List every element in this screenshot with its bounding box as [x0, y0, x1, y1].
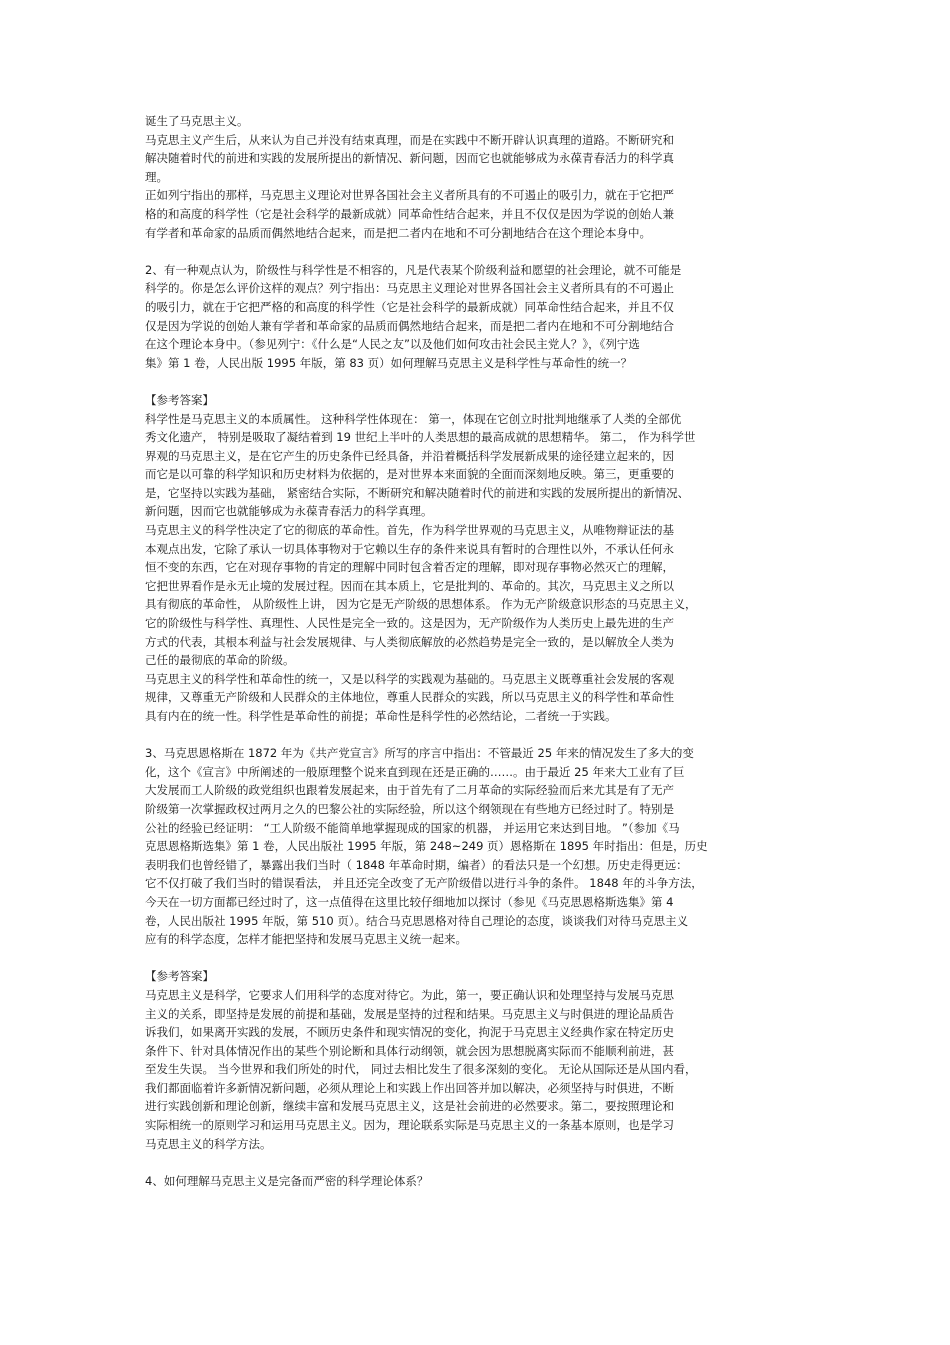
- text-line: 本观点出发，它除了承认一切具体事物对于它赖以生存的条件来说具有暂时的合理性以外，不承认任何永: [145, 541, 674, 556]
- text-block: [145, 967, 805, 1153]
- text-block: [145, 391, 805, 726]
- text-line: 应有的科学态度，怎样才能把坚持和发展马克思主义统一起来。: [145, 932, 467, 947]
- text-line: 而它是以可靠的科学知识和历史材料为依据的，是对世界本来面貌的全面而深刻地反映。第三，更重要的: [145, 467, 674, 482]
- text-line: 规律，又尊重无产阶级和人民群众的主体地位，尊重人民群众的实践，所以马克思主义的科学性和革命性: [145, 690, 674, 705]
- text-line: 条件下、针对具体情况作出的某些个别论断和具体行动纲领，就会因为思想脱离实际而不能顺利前进，甚: [145, 1043, 674, 1058]
- text-line: 秀文化遗产， 特别是吸取了凝结着到 19 世纪上半叶的人类思想的最高成就的思想精华。 第二， 作为科学世: [145, 430, 696, 445]
- text-line: 它的阶级性与科学性、真理性、人民性是完全一致的。这是因为，无产阶级作为人类历史上最先进的生产: [145, 616, 674, 631]
- text-line: 理。: [145, 169, 168, 184]
- text-line: 科学性是马克思主义的本质属性。 这种科学性体现在： 第一，体现在它创立时批判地继承了人类的全部优: [145, 411, 682, 426]
- text-line: 【参考答案】: [145, 969, 214, 984]
- text-line: 仅是因为学说的创始人兼有学者和革命家的品质而偶然地结合起来，而是把二者内在地和不可分割地结合: [145, 318, 674, 333]
- text-line: 公社的经验已经证明： “工人阶级不能简单地掌握现成的国家的机器， 并运用它来达到目地。 ”（参加《马: [145, 820, 680, 835]
- text-line: 具有内在的统一性。科学性是革命性的前提；革命性是科学性的必然结论，二者统一于实践。: [145, 709, 617, 723]
- text-line: 今天在一切方面都已经过时了，这一点值得在这里比较仔细地加以探讨（参见《马克思恩格斯选集》第 4: [145, 894, 674, 909]
- text-line: 它把世界看作是永无止境的发展过程。因而在其本质上，它是批判的、革命的。其次，马克思主义之所以: [145, 578, 674, 593]
- text-line: 我们都面临着许多新情况新问题，必须从理论上和实践上作出回答并加以解决，必须坚持与时俱进，不断: [145, 1080, 674, 1095]
- text-line: 实际相统一的原则学习和运用马克思主义。因为，理论联系实际是马克思主义的一条基本原则，也是学习: [145, 1118, 674, 1133]
- text-line: 正如列宁指出的那样，马克思主义理论对世界各国社会主义者所具有的不可遏止的吸引力，就在于它把严: [145, 188, 674, 203]
- text-line: 具有彻底的革命性， 从阶级性上讲， 因为它是无产阶级的思想体系。 作为无产阶级意识形态的马克思主义，: [145, 597, 697, 612]
- text-line: 诞生了马克思主义。: [145, 114, 249, 128]
- text-line: 4、如何理解马克思主义是完备而严密的科学理论体系？: [145, 1173, 429, 1188]
- document-body: [145, 112, 805, 1190]
- paragraph-gap: [145, 372, 805, 391]
- text-block: [145, 112, 805, 242]
- text-line: 恒不变的东西，它在对现存事物的肯定的理解中同时包含着否定的理解，即对现存事物必然灭亡的理解，: [145, 560, 674, 575]
- text-line: 界观的马克思主义，是在它产生的历史条件已经具备，并沿着概括科学发展新成果的途径建立起来的，因: [145, 448, 674, 463]
- text-line: 克思恩格斯选集》第 1 卷，人民出版社 1995 年版，第 248~249 页）恩格斯在 1895 年时指出：但是，历史: [145, 839, 708, 854]
- text-line: 卷，人民出版社 1995 年版，第 510 页）。结合马克思恩格对待自己理论的态度，谈谈我们对待马克思主义: [145, 913, 689, 928]
- text-block: [145, 1172, 805, 1191]
- text-line: 马克思主义的科学性决定了它的彻底的革命性。首先，作为科学世界观的马克思主义，从唯物辩证法的基: [145, 523, 674, 538]
- text-line: 格的和高度的科学性（它是社会科学的最新成就）同革命性结合起来，并且不仅仅是因为学说的创始人兼: [145, 206, 674, 221]
- text-line: 解决随着时代的前进和实践的发展所提出的新情况、新问题，因而它也就能够成为永葆青春活力的科学真: [145, 151, 674, 166]
- text-line: 3、马克思恩格斯在 1872 年为《共产党宣言》所写的序言中指出：不管最近 25 年来的情况发生了多大的变: [145, 746, 694, 761]
- paragraph-gap: [145, 242, 805, 261]
- paragraph-gap: [145, 726, 805, 745]
- text-line: 2、有一种观点认为，阶级性与科学性是不相容的，凡是代表某个阶级利益和愿望的社会理论，就不可能是: [145, 262, 682, 277]
- text-block: [145, 744, 805, 949]
- text-line: 主义的关系，即坚持是发展的前提和基础，发展是坚持的过程和结果。马克思主义与时俱进的理论品质告: [145, 1006, 674, 1021]
- text-line: 大发展而工人阶级的政党组织也跟着发展起来，由于首先有了二月革命的实际经验而后来尤其是有了无产: [145, 783, 674, 798]
- text-line: 阶级第一次掌握政权过两月之久的巴黎公社的实际经验，所以这个纲领现在有些地方已经过时了。特别是: [145, 801, 674, 816]
- text-line: 【参考答案】: [145, 392, 214, 407]
- text-line: 有学者和革命家的品质而偶然地结合起来，而是把二者内在地和不可分割地结合在这个理论本身中。: [145, 225, 651, 240]
- text-line: 是，它坚持以实践为基础， 紧密结合实际，不断研究和解决随着时代的前进和实践的发展所提出的新情况、: [145, 485, 690, 500]
- text-line: 它不仅打破了我们当时的错误看法， 并且还完全改变了无产阶级借以进行斗争的条件。 1848 年的斗争方法，: [145, 876, 703, 891]
- text-line: 至发生失误。 当今世界和我们所处的时代， 同过去相比发生了很多深刻的变化。 无论从国际还是从国内看，: [145, 1062, 697, 1077]
- text-line: 的吸引力，就在于它把严格的和高度的科学性（它是社会科学的最新成就）同革命性结合起来，并且不仅: [145, 299, 674, 314]
- text-block: [145, 261, 805, 373]
- text-line: 方式的代表，其根本利益与社会发展规律、与人类彻底解放的必然趋势是完全一致的，是以解放全人类为: [145, 634, 674, 649]
- text-line: 马克思主义是科学，它要求人们用科学的态度对待它。为此，第一，要正确认识和处理坚持与发展马克思: [145, 987, 674, 1002]
- text-line: 表明我们也曾经错了，暴露出我们当时（ 1848 年革命时期，编者）的看法只是一个幻想。历史走得更远：: [145, 857, 688, 872]
- text-line: 马克思主义的科学方法。: [145, 1136, 272, 1151]
- text-line: 马克思主义产生后，从来认为自己并没有结束真理，而是在实践中不断开辟认识真理的道路。不断研究和: [145, 132, 674, 147]
- text-line: 诉我们，如果离开实践的发展，不顾历史条件和现实情况的变化，拘泥于马克思主义经典作家在特定历史: [145, 1025, 674, 1040]
- paragraph-gap: [145, 1153, 805, 1172]
- paragraph-gap: [145, 949, 805, 968]
- text-line: 马克思主义的科学性和革命性的统一，又是以科学的实践观为基础的。马克思主义既尊重社会发展的客观: [145, 671, 674, 686]
- text-line: 己任的最彻底的革命的阶级。: [145, 653, 295, 668]
- text-line: 化，这个《宣言》中所阐述的一般原理整个说来直到现在还是正确的……。由于最近 25 年来大工业有了巨: [145, 764, 685, 779]
- text-line: 集》第 1 卷，人民出版 1995 年版，第 83 页）如何理解马克思主义是科学性与革命性的统一？: [145, 355, 633, 370]
- text-line: 科学的。你是怎么评价这样的观点？列宁指出：马克思主义理论对世界各国社会主义者所具有的不可遏止: [145, 281, 674, 296]
- text-line: 在这个理论本身中。（参见列宁：《什么是“人民之友”以及他们如何攻击社会民主党人？》，《列宁选: [145, 337, 640, 352]
- text-line: 进行实践创新和理论创新，继续丰富和发展马克思主义，这是社会前进的必然要求。第二，要按照理论和: [145, 1099, 674, 1114]
- text-line: 新问题，因而它也就能够成为永葆青春活力的科学真理。: [145, 504, 433, 519]
